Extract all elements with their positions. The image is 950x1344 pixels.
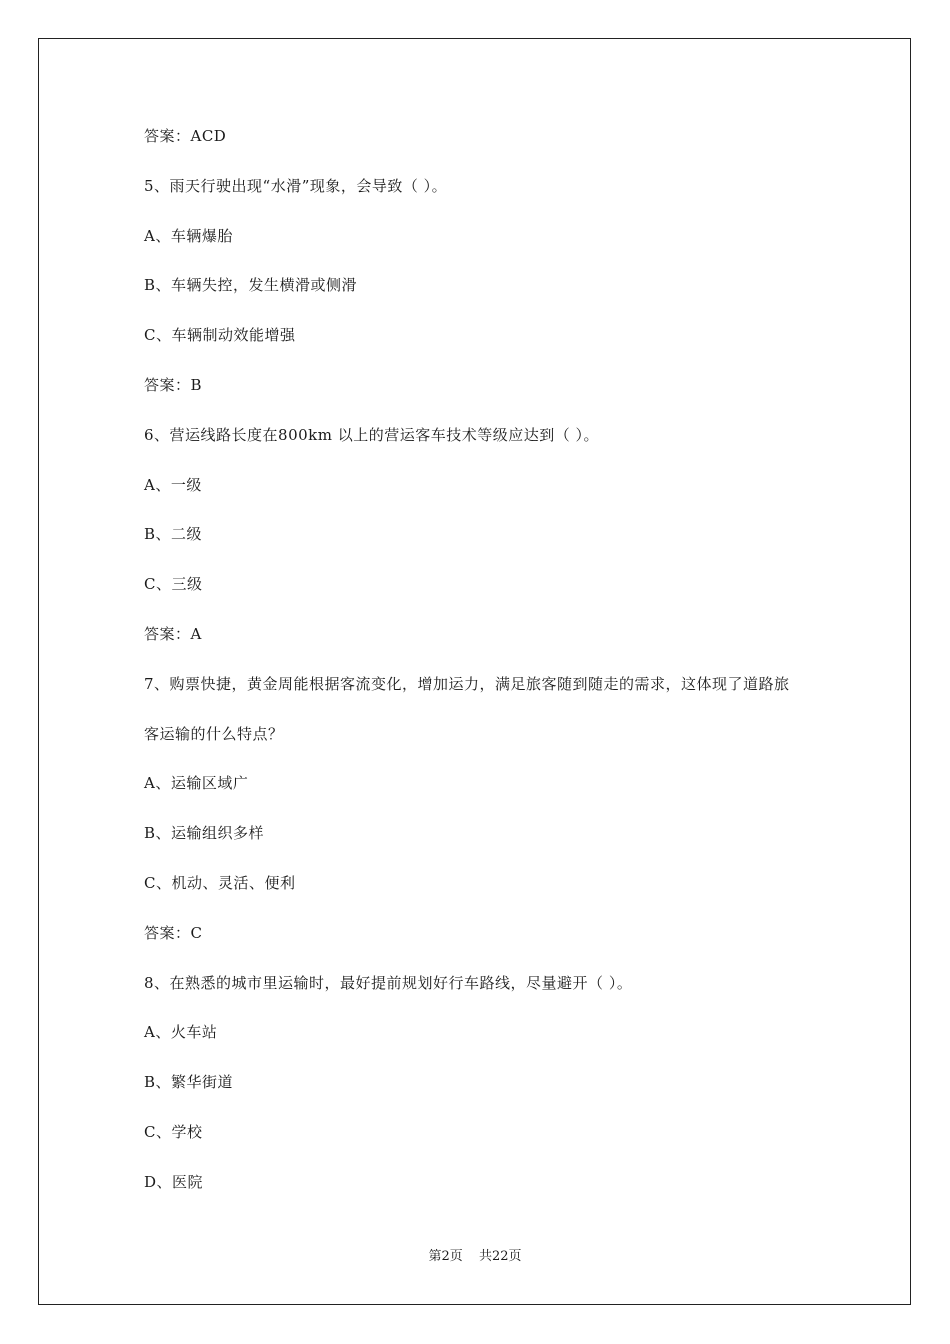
question-7-line2: 客运输的什么特点？ <box>144 724 284 743</box>
option-7b: B、运输组织多样 <box>144 824 265 843</box>
page-footer <box>0 1248 950 1266</box>
page-total: 共22页 <box>478 1249 522 1264</box>
answer-7: 答案：C <box>144 923 203 942</box>
option-7c: C、机动、灵活、便利 <box>144 873 296 892</box>
option-8a: A、火车站 <box>144 1023 218 1042</box>
answer-5: 答案：B <box>144 375 203 394</box>
answer-6: 答案：A <box>144 624 202 643</box>
option-8c: C、学校 <box>144 1122 203 1141</box>
question-7-line1: 7、购票快捷，黄金周能根据客流变化，增加运力，满足旅客随到随走的需求，这体现了道路旅 <box>144 674 790 693</box>
option-6a: A、一级 <box>144 475 202 494</box>
page-number: 第2页 <box>428 1249 463 1264</box>
option-8b: B、繁华街道 <box>144 1073 234 1092</box>
option-8d: D、医院 <box>144 1172 204 1191</box>
answer-4: 答案：ACD <box>144 127 227 145</box>
question-6: 6、营运线路长度在800km 以上的营运客车技术等级应达到（ ）。 <box>144 425 600 444</box>
option-5c: C、车辆制动效能增强 <box>144 326 296 345</box>
option-7a: A、运输区域广 <box>144 774 249 793</box>
option-5b: B、车辆失控，发生横滑或侧滑 <box>144 276 358 295</box>
option-5a: A、车辆爆胎 <box>144 226 233 245</box>
document-body <box>144 126 824 1222</box>
question-8: 8、在熟悉的城市里运输时，最好提前规划好行车路线，尽量避开（ ）。 <box>144 973 633 992</box>
option-6c: C、三级 <box>144 575 203 594</box>
question-5: 5、雨天行驶出现“水滑”现象，会导致（ ）。 <box>144 176 448 195</box>
option-6b: B、二级 <box>144 525 203 544</box>
